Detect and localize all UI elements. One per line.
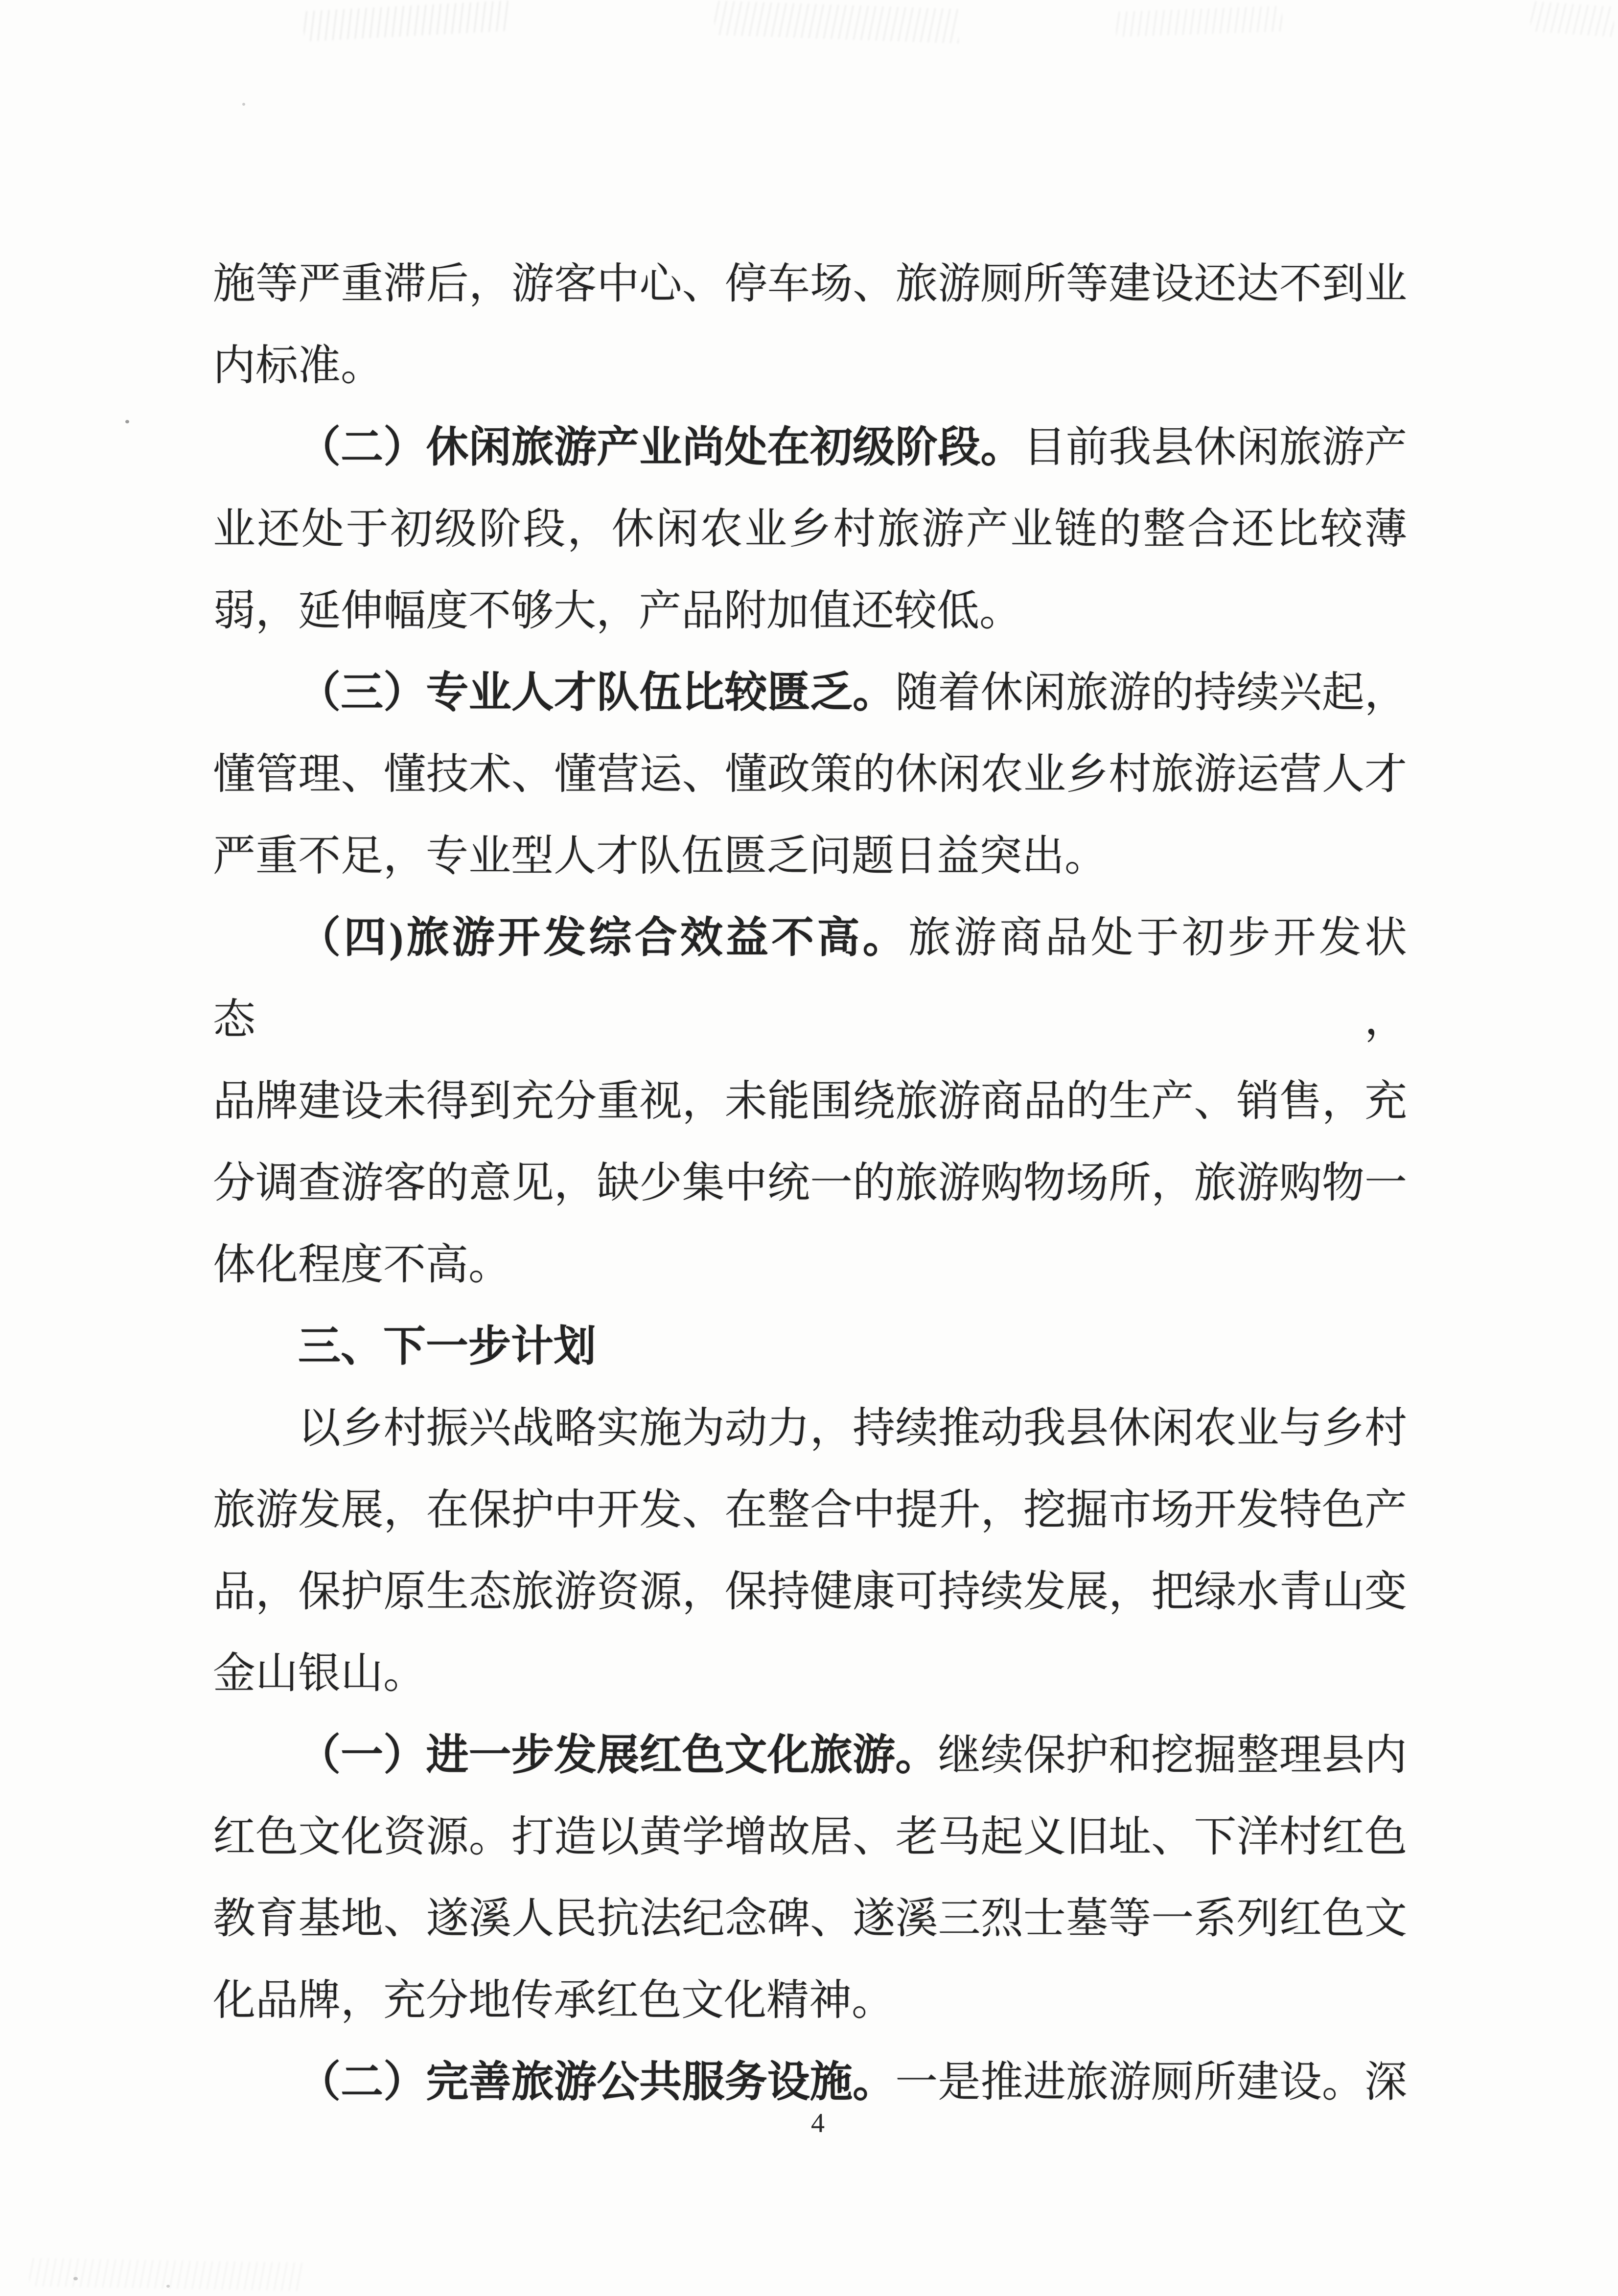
text-segment: 继续保护和挖掘整理县内 <box>938 1731 1408 1779</box>
text-segment: 业还处于初级阶段，休闲农业乡村旅游产业链的整合还比较薄 <box>213 505 1407 553</box>
text-line <box>213 815 1407 897</box>
bold-text-segment: （四)旅游开发综合效益不高。 <box>298 914 908 961</box>
text-line <box>213 1551 1407 1632</box>
text-line <box>213 1714 1407 1796</box>
scan-speck <box>73 2277 78 2280</box>
text-segment: 弱，延伸幅度不够大，产品附加值还较低。 <box>213 587 1022 634</box>
text-line <box>213 1224 1407 1305</box>
scan-speck <box>242 103 245 106</box>
scan-smudge <box>1530 1 1615 37</box>
text-line <box>213 325 1407 406</box>
text-segment: 化品牌，充分地传承红色文化精神。 <box>213 1976 894 2024</box>
text-line <box>213 1060 1407 1142</box>
text-line <box>213 1878 1407 1959</box>
scan-speck <box>166 2285 170 2288</box>
text-line <box>213 1632 1407 1714</box>
text-line <box>213 488 1407 570</box>
text-line <box>213 651 1407 733</box>
text-line <box>213 1142 1407 1224</box>
text-segment: 内标准。 <box>213 342 383 389</box>
bold-text-segment: （二）休闲旅游产业尚处在初级阶段。 <box>298 423 1023 471</box>
text-segment: 严重不足，专业型人才队伍匮乏问题日益突出。 <box>213 832 1107 880</box>
text-line <box>213 733 1407 815</box>
bold-text-segment: 三、下一步计划 <box>298 1322 596 1370</box>
text-line <box>213 1387 1407 1469</box>
scan-speck <box>125 420 129 423</box>
text-line <box>213 406 1407 488</box>
text-line <box>213 1796 1407 1878</box>
text-segment: 旅游商品处于初步开发状态， <box>213 914 1407 1043</box>
scan-smudge <box>29 2258 304 2291</box>
text-line <box>213 1469 1407 1551</box>
text-segment: 品牌建设未得到充分重视，未能围绕旅游商品的生产、销售，充 <box>213 1077 1407 1125</box>
page-number: 4 <box>811 2108 825 2138</box>
text-segment: 品，保护原生态旅游资源，保持健康可持续发展，把绿水青山变 <box>213 1568 1407 1615</box>
bold-text-segment: （三）专业人才队伍比较匮乏。 <box>298 669 896 716</box>
text-segment: 红色文化资源。打造以黄学增故居、老马起义旧址、下洋村红色 <box>213 1813 1407 1860</box>
text-segment: 懂管理、懂技术、懂营运、懂政策的休闲农业乡村旅游运营人才 <box>213 750 1407 798</box>
text-segment: 分调查游客的意见，缺少集中统一的旅游购物场所，旅游购物一 <box>213 1159 1407 1206</box>
text-segment: 一是推进旅游厕所建设。深 <box>895 2058 1408 2106</box>
text-line <box>213 1305 1407 1387</box>
text-line <box>213 570 1407 651</box>
text-segment: 以乡村振兴战略实施为动力，持续推动我县休闲农业与乡村 <box>298 1404 1407 1452</box>
scan-smudge <box>1115 6 1283 37</box>
document-body <box>213 243 1407 2123</box>
text-segment: 随着休闲旅游的持续兴起， <box>895 669 1408 716</box>
bold-text-segment: （二）完善旅游公共服务设施。 <box>298 2058 896 2106</box>
text-line <box>213 897 1407 1060</box>
text-segment: 目前我县休闲旅游产 <box>1023 423 1407 471</box>
text-line <box>213 1959 1407 2041</box>
text-segment: 金山银山。 <box>213 1649 426 1697</box>
text-segment: 施等严重滞后，游客中心、停车场、旅游厕所等建设还达不到业 <box>213 260 1407 307</box>
scan-smudge <box>714 0 960 43</box>
text-line <box>213 243 1407 325</box>
text-segment: 旅游发展，在保护中开发、在整合中提升，挖掘市场开发特色产 <box>213 1486 1407 1533</box>
text-segment: 体化程度不高。 <box>213 1241 511 1288</box>
bold-text-segment: （一）进一步发展红色文化旅游。 <box>298 1731 938 1779</box>
text-segment: 教育基地、遂溪人民抗法纪念碑、遂溪三烈士墓等一系列红色文 <box>213 1895 1407 1942</box>
scan-smudge <box>303 0 510 42</box>
